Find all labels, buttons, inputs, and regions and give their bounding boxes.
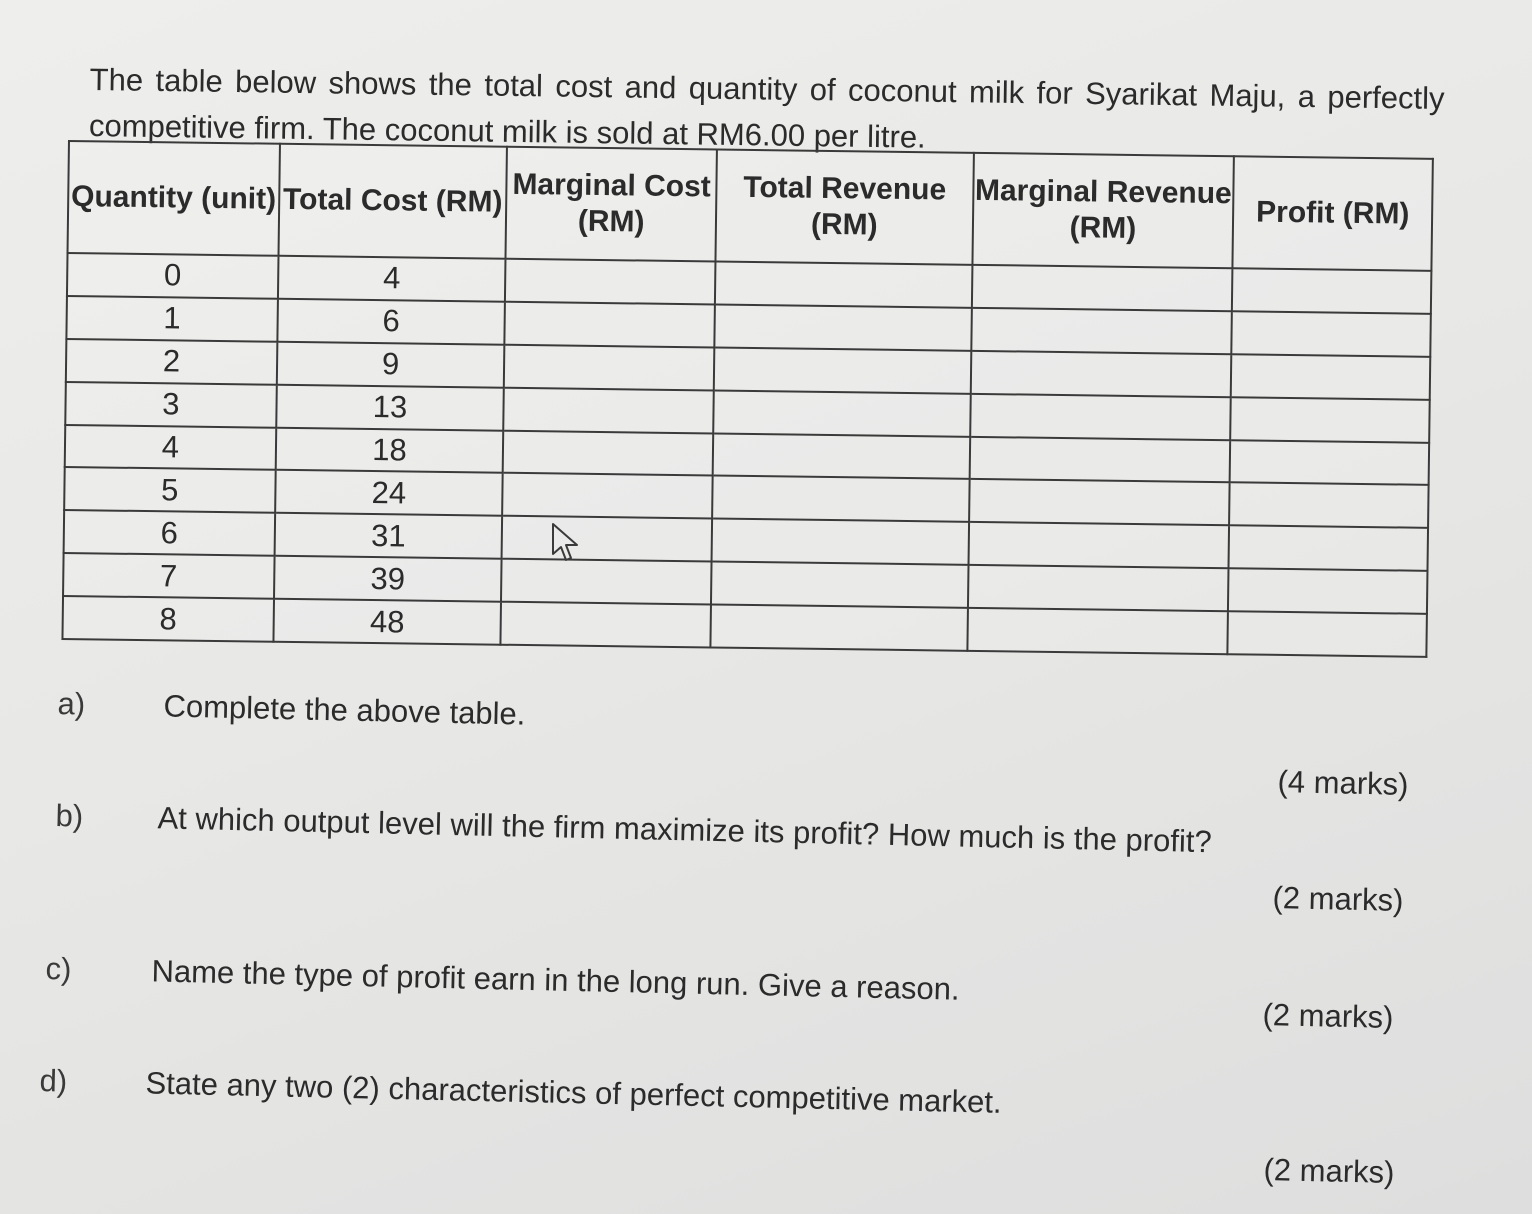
header-marginal-revenue: Marginal Revenue (RM) xyxy=(972,153,1234,268)
cell-total-revenue xyxy=(713,433,970,479)
header-total-revenue: Total Revenue (RM) xyxy=(716,149,974,264)
question-text: Complete the above table. xyxy=(163,688,526,732)
table-header-row xyxy=(68,141,1433,271)
marks-b: (2 marks) xyxy=(1272,880,1404,918)
cell-marginal-revenue xyxy=(968,522,1229,568)
cell-quantity: 8 xyxy=(62,596,273,642)
cell-marginal-cost xyxy=(504,387,714,433)
question-text: At which output level will the firm maximize its profit? How much is the profit? xyxy=(157,800,1213,860)
cell-profit xyxy=(1230,440,1429,485)
header-quantity: Quantity (unit) xyxy=(68,141,280,256)
cell-total-cost: 39 xyxy=(274,556,502,602)
table-header xyxy=(68,141,1433,271)
cell-quantity: 7 xyxy=(63,553,274,599)
cell-total-cost: 18 xyxy=(275,427,503,473)
question-label: d) xyxy=(39,1063,68,1099)
header-profit: Profit (RM) xyxy=(1233,156,1433,271)
cell-total-cost: 48 xyxy=(273,599,501,645)
cell-quantity: 3 xyxy=(65,382,276,428)
intro-paragraph: The table below shows the total cost and quantity of coconut milk for Syarikat Maju, a perfectly competitive firm. The coconut milk is sold at RM6.00 per litre. xyxy=(88,61,1445,155)
cell-total-cost: 31 xyxy=(274,513,502,559)
cell-marginal-cost xyxy=(501,602,711,648)
cell-marginal-cost xyxy=(503,430,713,476)
cell-quantity: 5 xyxy=(64,467,275,513)
question-text: Name the type of profit earn in the long run. Give a reason. xyxy=(151,953,960,1007)
cost-revenue-table xyxy=(61,140,1433,658)
cell-profit xyxy=(1228,611,1427,657)
cell-total-revenue xyxy=(714,347,971,393)
cell-marginal-revenue xyxy=(967,608,1228,654)
cell-quantity: 4 xyxy=(65,424,276,470)
cell-total-cost: 13 xyxy=(276,384,504,430)
question-text: State any two (2) characteristics of perfect competitive market. xyxy=(145,1065,1003,1120)
cell-quantity: 0 xyxy=(67,253,278,299)
cell-marginal-revenue xyxy=(969,436,1230,482)
cell-total-cost: 24 xyxy=(275,470,503,516)
cell-marginal-revenue xyxy=(970,393,1231,439)
header-marginal-cost: Marginal Cost (RM) xyxy=(506,147,717,262)
cell-quantity: 1 xyxy=(66,296,277,342)
cell-marginal-cost xyxy=(505,302,715,348)
cell-profit xyxy=(1228,568,1427,613)
cell-profit xyxy=(1232,311,1431,356)
cell-total-revenue xyxy=(715,261,972,307)
cell-total-revenue xyxy=(711,562,968,608)
cell-marginal-revenue xyxy=(970,351,1231,397)
cell-profit xyxy=(1231,354,1430,399)
cell-quantity: 2 xyxy=(66,339,277,385)
cell-marginal-revenue xyxy=(969,479,1230,525)
cell-profit xyxy=(1229,525,1428,570)
cell-marginal-revenue xyxy=(972,265,1233,311)
cell-total-revenue xyxy=(712,519,969,565)
cell-marginal-cost xyxy=(505,259,715,305)
cell-total-revenue xyxy=(710,604,967,650)
table-body xyxy=(62,253,1431,657)
cell-total-cost: 4 xyxy=(278,256,506,302)
marks-a: (4 marks) xyxy=(1277,764,1409,802)
cell-total-revenue xyxy=(712,476,969,522)
cell-total-revenue xyxy=(714,304,971,350)
cell-marginal-revenue xyxy=(971,308,1232,354)
cell-marginal-cost xyxy=(501,559,711,605)
cell-marginal-cost xyxy=(502,516,712,562)
marks-c: (2 marks) xyxy=(1262,997,1394,1035)
cell-profit xyxy=(1229,483,1428,528)
question-label: c) xyxy=(45,951,72,987)
cell-marginal-cost xyxy=(502,473,712,519)
cell-profit xyxy=(1232,268,1431,313)
cell-quantity: 6 xyxy=(64,510,275,556)
marks-d: (2 marks) xyxy=(1263,1152,1395,1190)
cell-total-cost: 9 xyxy=(277,342,505,388)
mouse-pointer-icon xyxy=(551,522,583,571)
cell-marginal-revenue xyxy=(968,565,1229,611)
header-total-cost: Total Cost (RM) xyxy=(278,144,507,259)
cell-total-revenue xyxy=(713,390,970,436)
cell-marginal-cost xyxy=(504,344,714,390)
question-label: b) xyxy=(55,798,84,834)
cell-total-cost: 6 xyxy=(277,299,505,345)
question-label: a) xyxy=(57,686,86,722)
cell-profit xyxy=(1230,397,1429,442)
